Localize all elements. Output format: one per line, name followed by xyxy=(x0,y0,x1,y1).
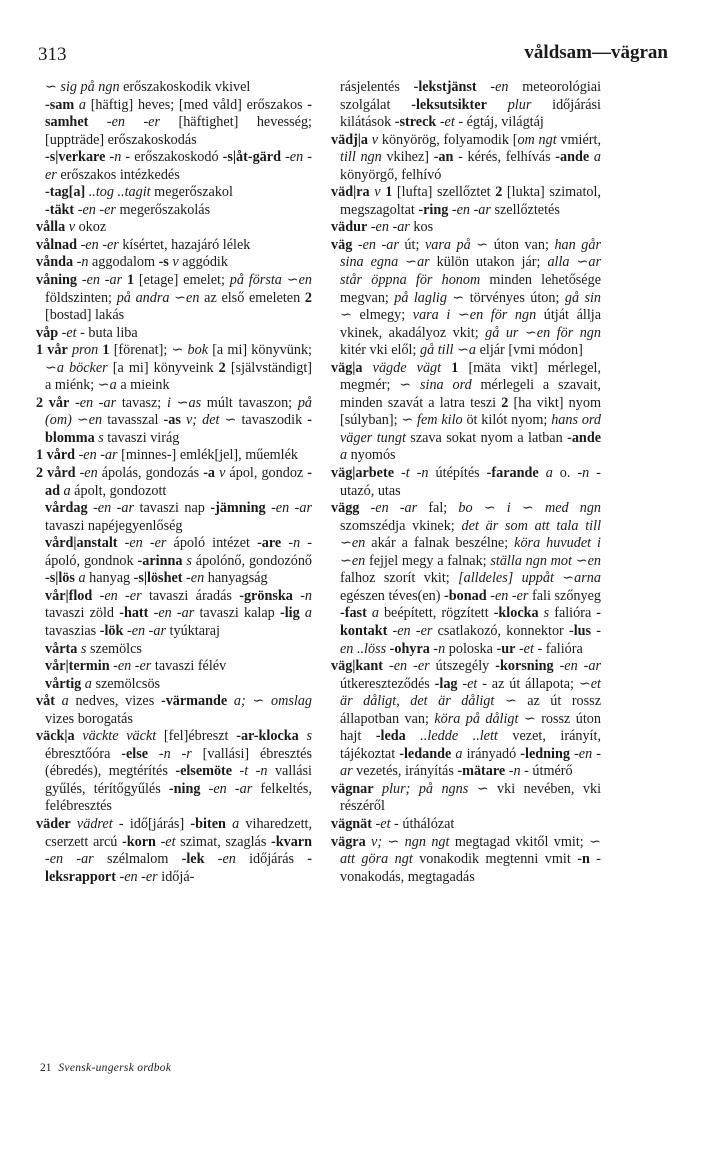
dictionary-entry: väck|a väckte väckt [fel]ébreszt -ar-klocka s ébresztőóra -else -n -r [vallási] ébresztés (ébredés), megtérítés -elsemöte -t -n vallási gyűlés, térítőgyűlés -ning -en -ar felkeltés, felébresztés xyxy=(36,728,312,815)
dictionary-entry: -tag[a] ..tog ..tagit megerőszakol xyxy=(45,184,233,201)
dictionary-entry: vårdag -en -ar tavaszi nap -jämning -en -ar tavaszi napéjegyenlőség xyxy=(45,500,313,534)
dictionary-entry: väg|arbete -t -n útépítés -farande a o. -n - utazó, utas xyxy=(331,465,602,499)
dictionary-entry: 2 vård -en ápolás, gondozás -a v ápol, gondoz -ad a ápolt, gondozott xyxy=(36,465,312,499)
page-number: 313 xyxy=(38,44,67,65)
footer-title: Svensk-ungersk ordbok xyxy=(58,1062,172,1074)
dictionary-entry: 1 vår pron 1 [förenat]; ∽ bok [a mi] könyvünk; ∽a böcker [a mi] könyveink 2 [självständigt] a miénk; ∽a a mieink xyxy=(36,342,312,394)
dictionary-entry: vägg -en -ar fal; bo ∽ i ∽ med ngn szomszédja vkinek; det är som att tala till ∽en akár a falnak beszélne; köra huvudet i ∽en fejjel megy a falnak; ställa ngn mot ∽en falhoz szorít vkit; [alldeles] uppåt ∽arna egészen téves(en) -bonad -en -er fali szőnyeg -fast a beépített, rögzített -klocka s falióra -kontakt -en -er csatlakozó, konnektor -lus -en ..löss -ohyra -n poloska -ur -et - falióra xyxy=(331,500,602,657)
dictionary-entry: väg -en -ar út; vara på ∽ úton van; han går sina egna ∽ar külön utakon jár; alla ∽ar står öppna för honom minden lehetősége megvan; på laglig ∽ törvényes úton; gå sin ∽ elmegy; vara i ∽en för ngn útját állja vkinek, akadályoz vkit; gå ur ∽en för ngn kitér vki elől; gå till ∽a eljár [vmi módon] xyxy=(331,236,601,359)
dictionary-entry: vårta s szemölcs xyxy=(45,640,142,657)
dictionary-entry: väder vädret - idő[járás] -biten a viharedzett, cserzett arcú -korn -et szimat, szaglás -kvarn -en -ar szélmalom -lek -en időjárás -leksrapport -en -er időjá- xyxy=(36,815,312,885)
dictionary-entry: vädur -en -ar kos xyxy=(331,219,434,236)
dictionary-entry: väg|a vägde vägt 1 [mäta vikt] mérlegel, megmér; ∽ sina ord mérlegeli a szavait, minden szavát a latra teszi 2 [ha vikt] nyom [súlyban]; ∽ fem kilo öt kilót nyom; hans ord väger tungt szava sokat nyom a latban -ande a nyomós xyxy=(331,359,602,464)
footer xyxy=(40,1062,171,1074)
dictionary-entry: våp -et - buta liba xyxy=(36,324,138,341)
dictionary-entry: vägnar plur; på ngns ∽ vki nevében, vki részéről xyxy=(331,780,602,815)
dictionary-entry: vålla v okoz xyxy=(36,219,107,236)
right-column xyxy=(331,79,601,886)
dictionary-entry: våt a nedves, vizes -värmande a; ∽ omslag vizes borogatás xyxy=(36,693,313,727)
running-head: våldsam—vägran xyxy=(524,42,668,63)
dictionary-entry: vägnät -et - úthálózat xyxy=(331,815,455,832)
dictionary-entry: 2 vår -en -ar tavasz; i ∽as múlt tavaszon; på (om) ∽en tavasszal -as v; det ∽ tavaszodik -blomma s tavaszi virág xyxy=(36,394,312,446)
left-column xyxy=(36,79,312,886)
dictionary-entry: vånda -n aggodalom -s v aggódik xyxy=(36,254,228,271)
dictionary-entry: våning -en -ar 1 [etage] emelet; på första ∽en földszinten; på andra ∽en az első emeleten 2 [bostad] lakás xyxy=(36,272,312,324)
dictionary-entry: -sam a [häftig] heves; [med våld] erőszakos -samhet -en -er [häftighet] hevesség; [uppträde] erőszakoskodás xyxy=(45,96,313,148)
dictionary-entry: väg|kant -en -er útszegély -korsning -en -ar útkereszteződés -lag -et - az út állapota; ∽et är dåligt, det är dåligt ∽ az út rossz állapotban van; köra på dåligt ∽ rossz úton hajt -leda ..ledde ..lett vezet, irányít, tájékoztat -ledande a irányadó -ledning -en -ar vezetés, irányítás -mätare -n - útmérő xyxy=(331,658,602,780)
dictionary-entry: 1 vård -en -ar [minnes-] emlék[jel], műemlék xyxy=(36,447,299,464)
dictionary-entry: ∽ sig på ngn erőszakoskodik vkivel xyxy=(45,79,251,95)
dictionary-entry: vårtig a szemölcsös xyxy=(45,675,161,692)
dictionary-entry: vård|anstalt -en -er ápoló intézet -are -n - ápoló, gondnok -arinna s ápolónő, gondozónő -s|lös a hanyag -s|löshet -en hanyagság xyxy=(45,535,313,587)
dictionary-entry: väd|ra v 1 [lufta] szellőztet 2 [lukta] szimatol, megszagoltat -ring -en -ar szellőztetés xyxy=(331,184,601,218)
dictionary-entry: vägra v; ∽ ngn ngt megtagad vkitől vmit; ∽ att göra ngt vonakodik megtenni vmit -n - vonakodás, megtagadás xyxy=(331,833,601,885)
dictionary-entry: vädj|a v könyörög, folyamodik [om ngt vmiért, till ngn vkihez] -an - kérés, felhívás -ande a könyörgő, felhívó xyxy=(331,131,602,183)
dictionary-entry: -s|verkare -n - erőszakoskodó -s|åt-gärd -en -er erőszakos intézkedés xyxy=(45,149,313,183)
dictionary-entry: vålnad -en -er kísértet, hazajáró lélek xyxy=(36,236,251,253)
dictionary-entry: -täkt -en -er megerőszakolás xyxy=(45,201,211,218)
dictionary-entry: vår|termin -en -er tavaszi félév xyxy=(45,658,227,675)
dictionary-entry: rásjelentés -lekstjänst -en meteorológiai szolgálat -leksutsikter plur időjárási kilátások -streck -et - égtáj, világtáj xyxy=(340,79,602,131)
footer-signature-number: 21 xyxy=(40,1062,52,1074)
dictionary-entry: vår|flod -en -er tavaszi áradás -grönska -n tavaszi zöld -hatt -en -ar tavaszi kalap -lig a tavaszias -lök -en -ar tyúktaraj xyxy=(45,587,313,639)
